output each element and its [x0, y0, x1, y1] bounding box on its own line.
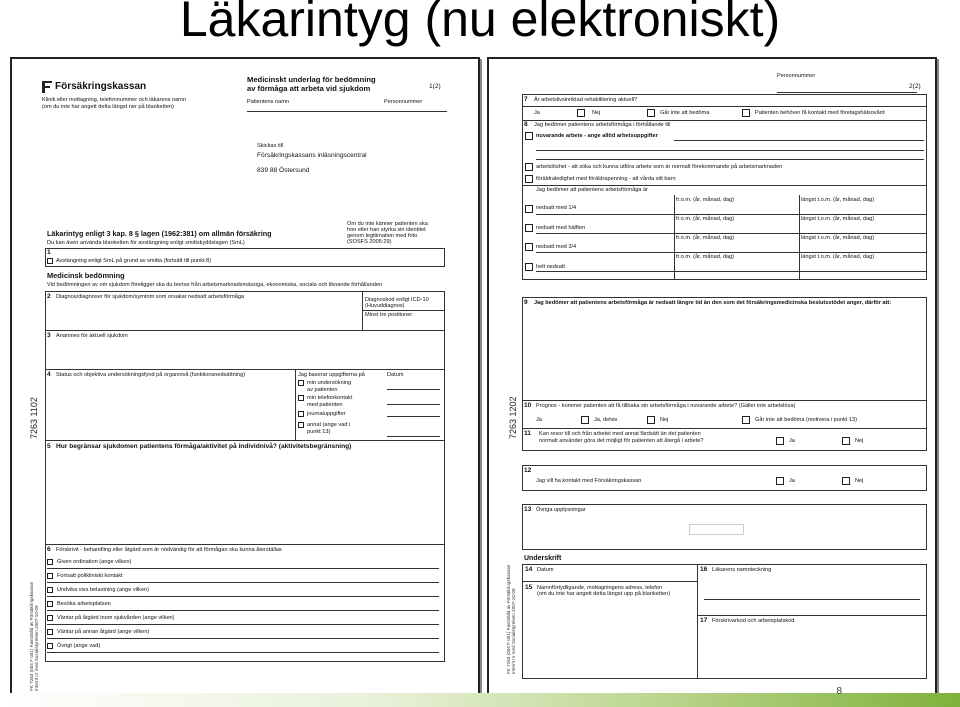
clinic-note-2: (om du inte har angett detta längst ner på blanketten): [42, 104, 174, 110]
prognosis-partly-checkbox[interactable]: [647, 416, 655, 424]
section-10-number: 10: [524, 402, 532, 409]
treat-opt-1: Given ordination (ange vilken): [57, 559, 132, 565]
section-16-text: Läkarens namnteckning: [712, 567, 772, 573]
current-work-checkbox[interactable]: [525, 132, 533, 140]
section-6-text: Förskrivit - behandling eller åtgärd som är nödvändig för att förmågan ska kunna återställas: [56, 547, 282, 553]
section-2-number: 2: [47, 293, 51, 300]
parental-leave-label: föräldraledighet med föräldrapenning - att vårda sitt barn: [536, 176, 676, 182]
treat-opt-5: Väntar på åtgärd inom sjukvården (ange vilken): [57, 615, 175, 621]
section-15-text-1: Namnförtydligande, mottagningens adress, telefon: [537, 585, 663, 591]
section-3-number: 3: [47, 332, 51, 339]
level-half-label: nedsatt med hälften: [536, 225, 586, 231]
personnummer-label-2: Personnummer: [777, 73, 816, 79]
prognosis-no-checkbox[interactable]: [742, 416, 750, 424]
icd-label-2: (Huvuddiagnos): [365, 303, 405, 309]
from-date-label-1: fr.o.m. (år, månad, dag): [676, 197, 735, 203]
rehab-occupational-label: Patienten behöver få kontakt med företagshälsovård: [755, 110, 885, 116]
based-opt-3: min telefonkontakt: [307, 395, 353, 401]
rehab-unknown-checkbox[interactable]: [742, 109, 750, 117]
based-on-label: Jag baserar uppgifterna på: [298, 372, 365, 378]
footer-gradient: [0, 693, 960, 707]
journal-checkbox[interactable]: [298, 411, 304, 417]
section-11-number: 11: [524, 430, 531, 437]
travel-yes-checkbox[interactable]: [776, 437, 784, 445]
send-to-org: Försäkringskassans inläsningscentral: [257, 152, 367, 159]
treat-opt-3: Undvika viss belastning (ange vilken): [57, 587, 150, 593]
unemployment-checkbox[interactable]: [525, 163, 533, 171]
wait-healthcare-checkbox[interactable]: [47, 615, 53, 621]
form-code-side: 7263 1102: [29, 397, 39, 439]
unemployment-label: arbetslöshet - att söka och kunna utföra arbete som är normalt förekommande på arbetsmarknaden: [536, 164, 783, 170]
section-4-number: 4: [47, 371, 51, 378]
section-7-text: Är arbetslivsinriktad rehabilitering aktuell?: [534, 97, 638, 103]
section-13-text: Övriga upplysningar: [536, 507, 586, 513]
section-17-number: 17: [700, 617, 708, 624]
section-11-text-1: Kan resor till och från arbetet med annat färdsätt än det patienten: [539, 431, 701, 437]
smittskydd-checkbox[interactable]: [47, 258, 53, 264]
medical-assessment-subtitle: Vid bedömningen av om sjukdom föreligger ska du bortse från arbetsmarknadsmässiga, ekonomiska, sociala och liknande förhållanden: [47, 282, 383, 288]
to-date-label-1: längst t.o.m. (år, månad, dag): [801, 197, 875, 203]
based-opt-1: min undersökning: [307, 380, 352, 386]
based-opt-6: annat (ange vad i: [307, 422, 351, 428]
travel-yes-label: Ja: [789, 438, 795, 444]
reduced-quarter-checkbox[interactable]: [525, 205, 533, 213]
notes-stamp-area: [689, 524, 744, 535]
rehab-yes-label: Ja: [534, 110, 540, 116]
to-date-label-2: längst t.o.m. (år, månad, dag): [801, 216, 875, 222]
prognosis-yes-label: Ja: [536, 417, 542, 423]
section-9-box: [522, 297, 927, 401]
from-date-label-3: fr.o.m. (år, månad, dag): [676, 235, 735, 241]
certificate-title: Läkarintyg enligt 3 kap. 8 § lagen (1962:381) om allmän försäkring: [47, 229, 272, 238]
section-16-number: 16: [700, 566, 708, 573]
send-to-label: Skickas till: [257, 143, 284, 149]
treat-opt-2: Fortsatt polikliniskt kontakt: [57, 573, 123, 579]
travel-no-label: Nej: [855, 438, 864, 444]
contact-no-label: Nej: [855, 478, 864, 484]
rehab-no-label: Nej: [592, 110, 601, 116]
based-opt-4: med patienten: [307, 402, 343, 408]
section-1-number: 1: [47, 249, 51, 256]
reduced-three-quarter-checkbox[interactable]: [525, 243, 533, 251]
id-note-1: Om du inte känner patienten ska: [347, 221, 428, 227]
date-label: Datum: [387, 372, 404, 378]
clinic-note: Klinik eller mottagning, telefonnummer och läkarens namn: [42, 97, 186, 103]
from-date-label-2: fr.o.m. (år, månad, dag): [676, 216, 735, 222]
section-2-text: Diagnos/diagnoser för sjukdom/symtom som orsakar nedsatt arbetsförmåga: [56, 294, 245, 300]
section-15-text-2: (om du inte har angett detta längst upp på blanketten): [537, 591, 671, 597]
section-8-number: 8: [524, 121, 528, 128]
prognosis-yes-checkbox[interactable]: [581, 416, 589, 424]
send-to-address: 839 88 Östersund: [257, 167, 310, 174]
phone-contact-checkbox[interactable]: [298, 395, 304, 401]
page-number-2: 2(2): [909, 83, 921, 90]
to-date-label-4: längst t.o.m. (år, månad, dag): [801, 254, 875, 260]
section-9-number: 9: [524, 299, 528, 306]
fully-reduced-checkbox[interactable]: [525, 263, 533, 271]
icd-label-3: Minst tre positioner: [365, 312, 413, 318]
section-15-number: 15: [525, 584, 533, 591]
level-three-quarter-label: nedsatt med 3/4: [536, 244, 577, 250]
section-17-text: Förskrivarkod och arbetsplatskod: [712, 618, 795, 624]
section-5-text: Hur begränsar sjukdomen patientens förmåga/aktivitet på individnivå? (aktivitetsbegränsning): [56, 443, 352, 450]
reduced-half-checkbox[interactable]: [525, 224, 533, 232]
to-date-label-3: längst t.o.m. (år, månad, dag): [801, 235, 875, 241]
section-11-text-2: normalt använder göra det möjligt för patienten att återgå i arbete?: [539, 438, 704, 444]
capacity-judge-label: Jag bedömer att patientens arbetsförmåga är: [536, 187, 648, 193]
section-14-number: 14: [525, 566, 533, 573]
section-4-text: Status och objektiva undersökningsfynd på organnivå (funktionsnedsättning): [56, 372, 246, 378]
section-12-number: 12: [524, 467, 532, 474]
section-10-text: Prognos - kommer patienten att få tillbaka sin arbetsförmåga i nuvarande arbete? (Gäller inte arbetslösa): [536, 403, 796, 409]
given-ordination-checkbox[interactable]: [47, 559, 53, 565]
section-6-number: 6: [47, 546, 51, 553]
avoid-load-checkbox[interactable]: [47, 587, 53, 593]
form-code-side-2: 7263 1202: [508, 396, 518, 439]
section-4-box: [45, 369, 445, 441]
slide-title: Läkarintyg (nu elektroniskt): [179, 0, 781, 47]
travel-no-checkbox[interactable]: [842, 437, 850, 445]
from-date-label-4: fr.o.m. (år, månad, dag): [676, 254, 735, 260]
section-7-number: 7: [524, 96, 528, 103]
section-12-text: Jag vill ha kontakt med Försäkringskassan: [536, 478, 642, 484]
form-id-side-2: FK 7263 (004 F 001) Fastställd av Försäkringskassan Internt nr med Socialstyrelsen 2007-10-09: [506, 564, 517, 674]
medical-assessment-title: Medicinsk bedömning: [47, 271, 125, 280]
based-opt-2: av patienten: [307, 387, 338, 393]
personnummer-label: Personnummer: [384, 99, 423, 105]
section-5-box: [45, 440, 445, 545]
based-opt-5: journaluppgifter: [307, 411, 346, 417]
based-opt-7: punkt 13): [307, 429, 331, 435]
prognosis-unknown-label: Går inte att bedöma (motivera i punkt 13): [755, 417, 857, 423]
treat-opt-4: Besöka arbetsplatsen: [57, 601, 111, 607]
section-9-text: Jag bedömer att patientens arbetsförmåga är nedsatt längre tid än den som det försäkringsmedicinska beslutsstödet anger, därför att:: [534, 300, 892, 306]
id-note-2: hon eller han styrka sin identitet: [347, 227, 426, 233]
id-note-4: (SOSFS 2005:29): [347, 239, 392, 245]
section-1-text: Avstängning enligt SmL på grund av smitta (fortsätt till punkt 8): [56, 258, 212, 264]
section-3-text: Anamnes för aktuell sjukdom: [56, 333, 128, 339]
signature-title: Underskrift: [524, 555, 562, 562]
icd-label-1: Diagnoskod enligt ICD-10: [365, 297, 429, 303]
prognosis-partly-label: Ja, delvis: [594, 417, 618, 423]
current-work-label: nuvarande arbete - ange alltid arbetsuppgifter: [536, 133, 658, 139]
section-8-text: Jag bedömer patientens arbetsförmåga i förhållande till: [534, 122, 671, 128]
logo-text: Försäkringskassan: [55, 81, 147, 92]
other-treat-checkbox[interactable]: [47, 643, 53, 649]
other-basis-checkbox[interactable]: [298, 422, 304, 428]
contact-no-checkbox[interactable]: [842, 477, 850, 485]
rehab-no-checkbox[interactable]: [647, 109, 655, 117]
outpatient-checkbox[interactable]: [47, 573, 53, 579]
form-title-1: Medicinskt underlag för bedömning: [247, 75, 376, 84]
patient-name-label: Patientens namn: [247, 99, 289, 105]
parental-leave-checkbox[interactable]: [525, 175, 533, 183]
contact-yes-checkbox[interactable]: [776, 477, 784, 485]
section-14-text: Datum: [537, 567, 554, 573]
rehab-unknown-label: Går inte att bedöma: [660, 110, 710, 116]
treat-opt-6: Väntar på annan åtgärd (ange vilken): [57, 629, 150, 635]
level-full-label: helt nedsatt: [536, 264, 565, 270]
prognosis-no-label: Nej: [660, 417, 669, 423]
own-exam-checkbox[interactable]: [298, 380, 304, 386]
form-title-2: av förmåga att arbeta vid sjukdom: [247, 84, 371, 93]
section-5-number: 5: [47, 443, 51, 450]
form-id-side: FK 7263 (004 F 001) Fastställd av Försäkringskassan Internt nr med Socialstyrelsen 2007-10-09: [29, 581, 40, 691]
visit-workplace-checkbox[interactable]: [47, 601, 53, 607]
id-note-3: genom legitimation med foto: [347, 233, 418, 239]
forsakringskassan-logo-icon: [42, 81, 52, 93]
form-page-2: [487, 57, 937, 695]
certificate-subtitle: Du kan även använda blanketten för avstängning enligt smittskyddslagen (SmL): [47, 240, 245, 246]
slide-number: 8: [836, 686, 842, 697]
rehab-yes-checkbox[interactable]: [577, 109, 585, 117]
wait-other-checkbox[interactable]: [47, 629, 53, 635]
level-quarter-label: nedsatt med 1/4: [536, 205, 577, 211]
form-page-1: [10, 57, 480, 695]
treat-opt-7: Övrigt (ange vad): [57, 643, 101, 649]
contact-yes-label: Ja: [789, 478, 795, 484]
page-number: 1(2): [429, 83, 441, 90]
section-13-number: 13: [524, 506, 532, 513]
